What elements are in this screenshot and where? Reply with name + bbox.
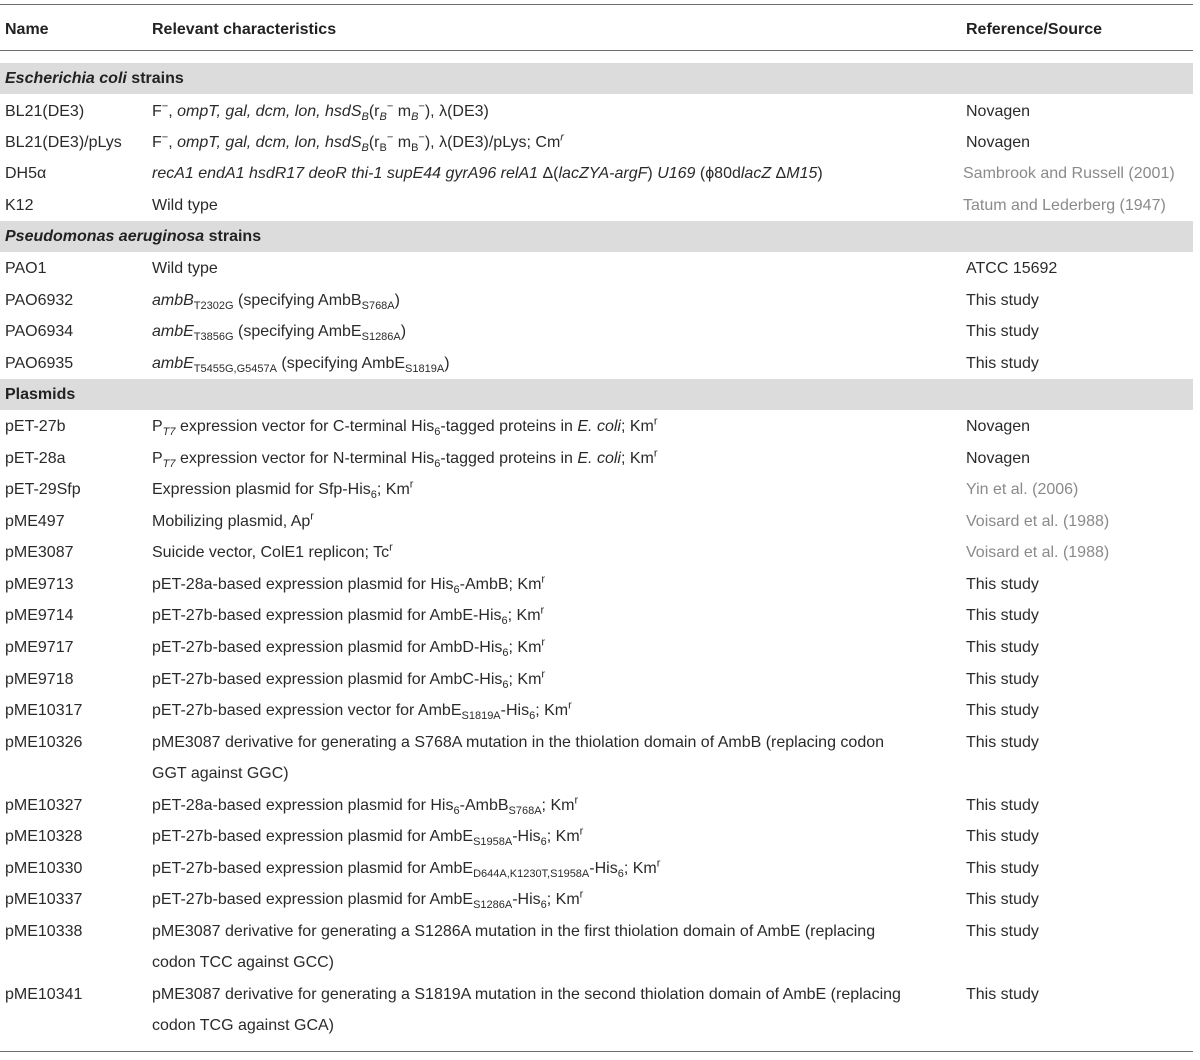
row-reference: Novagen — [966, 134, 1031, 151]
section-paeruginosa-label: Pseudomonas aeruginosa strains — [5, 228, 262, 245]
row-reference: This study — [966, 702, 1039, 719]
top-rule — [0, 4, 1193, 5]
section-plasmids — [0, 379, 1193, 410]
row-characteristics: pET-27b-based expression vector for AmbE$_{S1819A}$-His$_6$; Km$^r$ — [152, 699, 572, 723]
row-name: PAO6934 — [5, 323, 74, 340]
section-plasmids-label: Plasmids — [5, 386, 76, 403]
row-name: K12 — [5, 197, 34, 214]
row-reference: This study — [966, 828, 1039, 845]
row-reference: This study — [966, 860, 1039, 877]
row-name: PAO1 — [5, 260, 47, 277]
row-name: pME9714 — [5, 607, 74, 624]
row-reference[interactable]: Sambrook and Russell (2001) — [963, 165, 1175, 182]
row-reference: This study — [966, 797, 1039, 814]
section-ecoli-label: Escherichia coli strains — [5, 70, 184, 87]
row-characteristics: pET-27b-based expression plasmid for AmbE$_{D644A,K1230T,S1958A}$-His$_6$; Km$^r$ — [152, 857, 661, 881]
row-name: pME9717 — [5, 639, 74, 656]
header-name: Name — [5, 21, 49, 38]
header-characteristics: Relevant characteristics — [152, 21, 337, 38]
row-characteristics: Suicide vector, ColE1 replicon; Tc$^r$ — [152, 541, 393, 561]
row-reference[interactable]: Voisard et al. (1988) — [966, 513, 1110, 530]
row-characteristics: Expression plasmid for Sfp-His$_6$; Km$^r$ — [152, 478, 414, 502]
row-characteristics: F−, ompT, gal, dcm, lon, $hsdS_B(r_B^-$ $m_B^-$), λ(DE3) — [152, 100, 489, 124]
row-characteristics: $P_{T7}$ expression vector for N-terminal His$_6$-tagged proteins in E. coli; Km$^r$ — [152, 447, 658, 471]
row-name: pET-29Sfp — [5, 481, 81, 498]
row-characteristics: pME3087 derivative for generating a S1819A mutation in the second thiolation domain of AmbE (replacing codon TCG against GCA) — [152, 986, 901, 1034]
row-characteristics: Wild type — [152, 197, 218, 214]
row-reference: Novagen — [966, 103, 1031, 120]
row-characteristics: recA1 endA1 hsdR17 deoR thi-1 supE44 gyrA96 relA1 Δ(lacZYA-argF) U169 (ϕ80dlacZ ΔM15) — [152, 165, 823, 182]
section-paeruginosa — [0, 221, 1193, 252]
row-characteristics: Mobilizing plasmid, Ap$^r$ — [152, 510, 314, 530]
row-name: pME10341 — [5, 986, 83, 1003]
header-rule — [0, 50, 1193, 51]
row-name: PAO6935 — [5, 355, 74, 372]
row-characteristics: pME3087 derivative for generating a S768A mutation in the thiolation domain of AmbB (replacing codon GGT against GGC) — [152, 734, 885, 782]
row-reference: This study — [966, 576, 1039, 593]
row-characteristics: ambE$_{T5455G,G5457A}$ (specifying AmbE$_{S1819A}$) — [152, 355, 450, 376]
row-characteristics: pET-27b-based expression plasmid for AmbE-His$_6$; Km$^r$ — [152, 604, 545, 628]
row-reference: ATCC 15692 — [966, 260, 1058, 277]
row-name: PAO6932 — [5, 292, 74, 309]
row-name: pME9713 — [5, 576, 74, 593]
row-reference: This study — [966, 292, 1039, 309]
row-characteristics: F−, ompT, gal, dcm, lon, $hsdS_B(r_B^-$ $m_B^-$), λ(DE3)/pLys; Cm$^r$ — [152, 131, 564, 155]
row-reference: This study — [966, 891, 1039, 908]
row-characteristics: ambE$_{T3856G}$ (specifying AmbE$_{S1286A}$) — [152, 323, 407, 344]
row-name: pME3087 — [5, 544, 74, 561]
row-reference: This study — [966, 323, 1039, 340]
row-characteristics: pET-27b-based expression plasmid for AmbE$_{S1286A}$-His$_6$; Km$^r$ — [152, 888, 584, 912]
table-row — [0, 727, 1193, 789]
row-name: pME10330 — [5, 860, 83, 877]
table-row — [0, 979, 1193, 1041]
row-name: DH5α — [5, 165, 47, 182]
row-characteristics: Wild type — [152, 260, 218, 277]
row-name: pME9718 — [5, 671, 74, 688]
row-name: pME10337 — [5, 891, 83, 908]
row-characteristics: $P_{T7}$ expression vector for C-terminal His$_6$-tagged proteins in E. coli; Km$^r$ — [152, 415, 658, 439]
row-reference: This study — [966, 986, 1039, 1003]
row-name: pET-28a — [5, 450, 66, 467]
row-name: BL21(DE3) — [5, 103, 85, 120]
row-name: pME497 — [5, 513, 65, 530]
section-ecoli — [0, 63, 1193, 94]
row-reference: This study — [966, 607, 1039, 624]
row-reference: This study — [966, 734, 1039, 751]
row-name: pME10328 — [5, 828, 83, 845]
table-row — [0, 916, 1193, 978]
bottom-rule — [0, 1051, 1193, 1052]
row-reference: This study — [966, 923, 1039, 940]
row-name: pME10338 — [5, 923, 83, 940]
row-name: pME10327 — [5, 797, 83, 814]
row-reference: This study — [966, 639, 1039, 656]
row-characteristics: pET-27b-based expression plasmid for AmbC-His$_6$; Km$^r$ — [152, 668, 546, 692]
row-characteristics: pET-28a-based expression plasmid for His$_6$-AmbB; Km$^r$ — [152, 573, 546, 597]
row-name: pET-27b — [5, 418, 66, 435]
row-characteristics: pME3087 derivative for generating a S1286A mutation in the first thiolation domain of AmbE (replacing codon TCC against GCC) — [152, 923, 876, 971]
row-name: pME10326 — [5, 734, 83, 751]
row-reference[interactable]: Voisard et al. (1988) — [966, 544, 1110, 561]
row-reference: This study — [966, 355, 1039, 372]
row-reference: This study — [966, 671, 1039, 688]
header-reference: Reference/Source — [966, 21, 1103, 38]
row-characteristics: pET-27b-based expression plasmid for AmbD-His$_6$; Km$^r$ — [152, 636, 546, 660]
row-characteristics: pET-28a-based expression plasmid for His$_6$-AmbB$_{S768A}$; Km$^r$ — [152, 794, 579, 818]
row-reference: Novagen — [966, 418, 1031, 435]
row-reference[interactable]: Yin et al. (2006) — [966, 481, 1079, 498]
row-characteristics: ambB$_{T2302G}$ (specifying AmbB$_{S768A}$) — [152, 292, 400, 313]
row-name: BL21(DE3)/pLys — [5, 134, 122, 151]
row-characteristics: pET-27b-based expression plasmid for AmbE$_{S1958A}$-His$_6$; Km$^r$ — [152, 825, 584, 849]
row-reference[interactable]: Tatum and Lederberg (1947) — [963, 197, 1166, 214]
row-reference: Novagen — [966, 450, 1031, 467]
row-name: pME10317 — [5, 702, 83, 719]
